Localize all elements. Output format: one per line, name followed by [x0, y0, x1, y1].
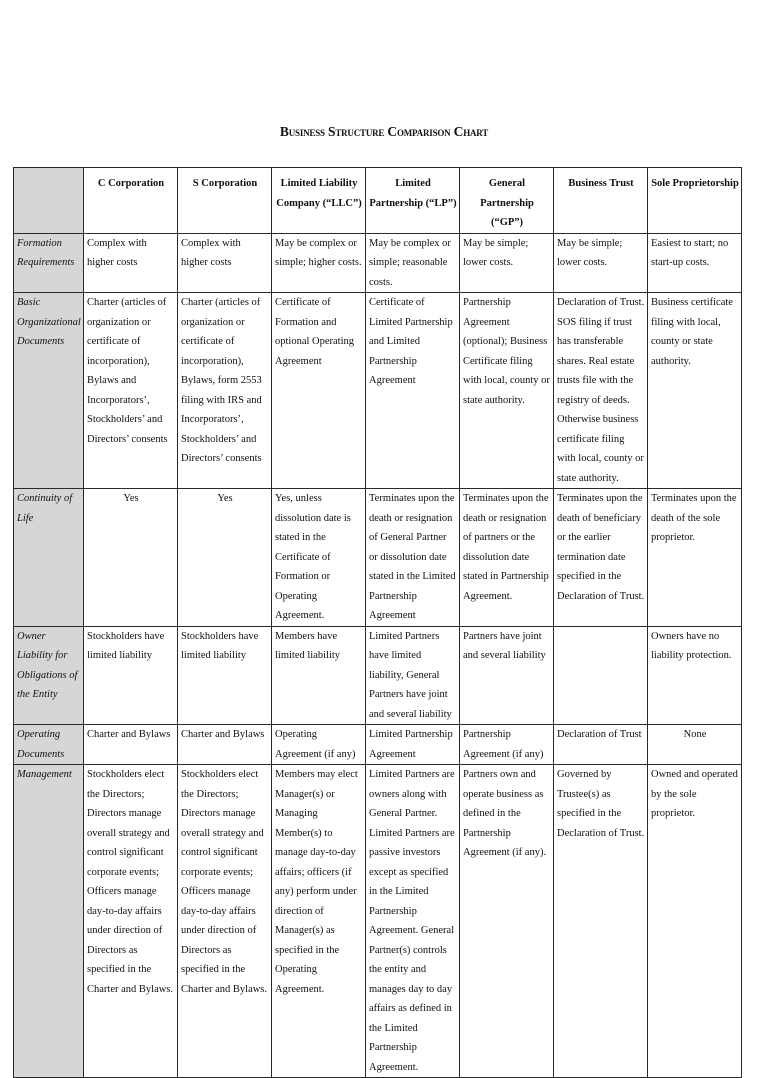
row-label: Continuity of Life — [14, 489, 84, 627]
column-header-c-corporation: C Corporation — [84, 168, 178, 234]
table-cell: Charter and Bylaws — [84, 725, 178, 765]
table-cell: Members may elect Manager(s) or Managing Member(s) to manage day-to-day affairs; officers (if any) perform under direction of Manager(s) as specified in the Operating Agreement. — [272, 765, 366, 1078]
table-cell: Terminates upon the death of the sole proprietor. — [648, 489, 742, 627]
table-cell: Governed by Trustee(s) as specified in the Declaration of Trust. — [554, 765, 648, 1078]
table-cell: Operating Agreement (if any) — [272, 725, 366, 765]
table-cell — [554, 626, 648, 725]
table-cell: Partners have joint and several liability — [460, 626, 554, 725]
page-title: Business Structure Comparison Chart — [279, 124, 489, 139]
table-cell: Limited Partnership Agreement — [366, 725, 460, 765]
table-cell: Declaration of Trust. SOS filing if trust has transferable shares. Real estate trusts file with the registry of deeds. Otherwise business certificate filing with local, county or state authority. — [554, 293, 648, 489]
table-cell: Yes — [178, 489, 272, 627]
table-cell: Certificate of Limited Partnership and Limited Partnership Agreement — [366, 293, 460, 489]
column-header-business-trust: Business Trust — [554, 168, 648, 234]
column-header-s-corporation: S Corporation — [178, 168, 272, 234]
row-label: Basic Organizational Documents — [14, 293, 84, 489]
row-continuity-of-life — [14, 489, 742, 627]
row-formation-requirements — [14, 233, 742, 293]
table-cell: Partnership Agreement (if any) — [460, 725, 554, 765]
table-cell: Charter (articles of organization or certificate of incorporation), Bylaws and Incorporators’, Stockholders’ and Directors’ consents — [84, 293, 178, 489]
row-management — [14, 765, 742, 1078]
row-label: Formation Requirements — [14, 233, 84, 293]
table-cell: May be simple; lower costs. — [460, 233, 554, 293]
row-basic-organizational-documents — [14, 293, 742, 489]
column-header-sole-proprietorship: Sole Proprietorship — [648, 168, 742, 234]
table-cell: Stockholders elect the Directors; Directors manage overall strategy and control significant corporate events; Officers manage day-to-day affairs under direction of Directors as specified in the Charter and Bylaws. — [84, 765, 178, 1078]
table-cell: May be complex or simple; reasonable costs. — [366, 233, 460, 293]
table-cell: Complex with higher costs — [84, 233, 178, 293]
corner-cell — [14, 168, 84, 234]
table-cell: Stockholders have limited liability — [84, 626, 178, 725]
table-cell: None — [648, 725, 742, 765]
row-label: Management — [14, 765, 84, 1078]
row-owner-liability — [14, 626, 742, 725]
table-cell: Terminates upon the death of beneficiary or the earlier termination date specified in the Declaration of Trust. — [554, 489, 648, 627]
header-row — [14, 168, 742, 234]
row-label: Owner Liability for Obligations of the Entity — [14, 626, 84, 725]
table-cell: Stockholders elect the Directors; Directors manage overall strategy and control significant corporate events; Officers manage day-to-day affairs under direction of Directors as specified in the Charter and Bylaws. — [178, 765, 272, 1078]
table-cell: Owners have no liability protection. — [648, 626, 742, 725]
column-header-llc: Limited Liability Company (“LLC”) — [272, 168, 366, 234]
row-label: Operating Documents — [14, 725, 84, 765]
row-operating-documents — [14, 725, 742, 765]
column-header-limited-partnership: Limited Partnership (“LP”) — [366, 168, 460, 234]
table-cell: Easiest to start; no start-up costs. — [648, 233, 742, 293]
table-cell: May be complex or simple; higher costs. — [272, 233, 366, 293]
table-cell: Limited Partners have limited liability, General Partners have joint and several liability — [366, 626, 460, 725]
table-cell: Members have limited liability — [272, 626, 366, 725]
table-cell: Partners own and operate business as defined in the Partnership Agreement (if any). — [460, 765, 554, 1078]
comparison-table — [13, 167, 742, 1078]
table-cell: Stockholders have limited liability — [178, 626, 272, 725]
table-cell: Charter and Bylaws — [178, 725, 272, 765]
table-cell: Business certificate filing with local, county or state authority. — [648, 293, 742, 489]
table-cell: Terminates upon the death or resignation of General Partner or dissolution date stated in the Limited Partnership Agreement — [366, 489, 460, 627]
table-cell: Partnership Agreement (optional); Business Certificate filing with local, county or state authority. — [460, 293, 554, 489]
table-cell: Limited Partners are owners along with General Partner. Limited Partners are passive investors except as specified in the Limited Partnership Agreement. General Partner(s) controls the entity and manages day to day affairs as defined in the Limited Partnership Agreement. — [366, 765, 460, 1078]
table-cell: Yes — [84, 489, 178, 627]
table-cell: Charter (articles of organization or certificate of incorporation), Bylaws, form 2553 filing with IRS and Incorporators’, Stockholders’ and Directors’ consents — [178, 293, 272, 489]
column-header-general-partnership: General Partnership (“GP”) — [460, 168, 554, 234]
table-cell: May be simple; lower costs. — [554, 233, 648, 293]
table-cell: Certificate of Formation and optional Operating Agreement — [272, 293, 366, 489]
table-cell: Yes, unless dissolution date is stated in the Certificate of Formation or Operating Agreement. — [272, 489, 366, 627]
table-cell: Owned and operated by the sole proprietor. — [648, 765, 742, 1078]
table-cell: Terminates upon the death or resignation of partners or the dissolution date stated in Partnership Agreement. — [460, 489, 554, 627]
table-cell: Declaration of Trust — [554, 725, 648, 765]
table-cell: Complex with higher costs — [178, 233, 272, 293]
